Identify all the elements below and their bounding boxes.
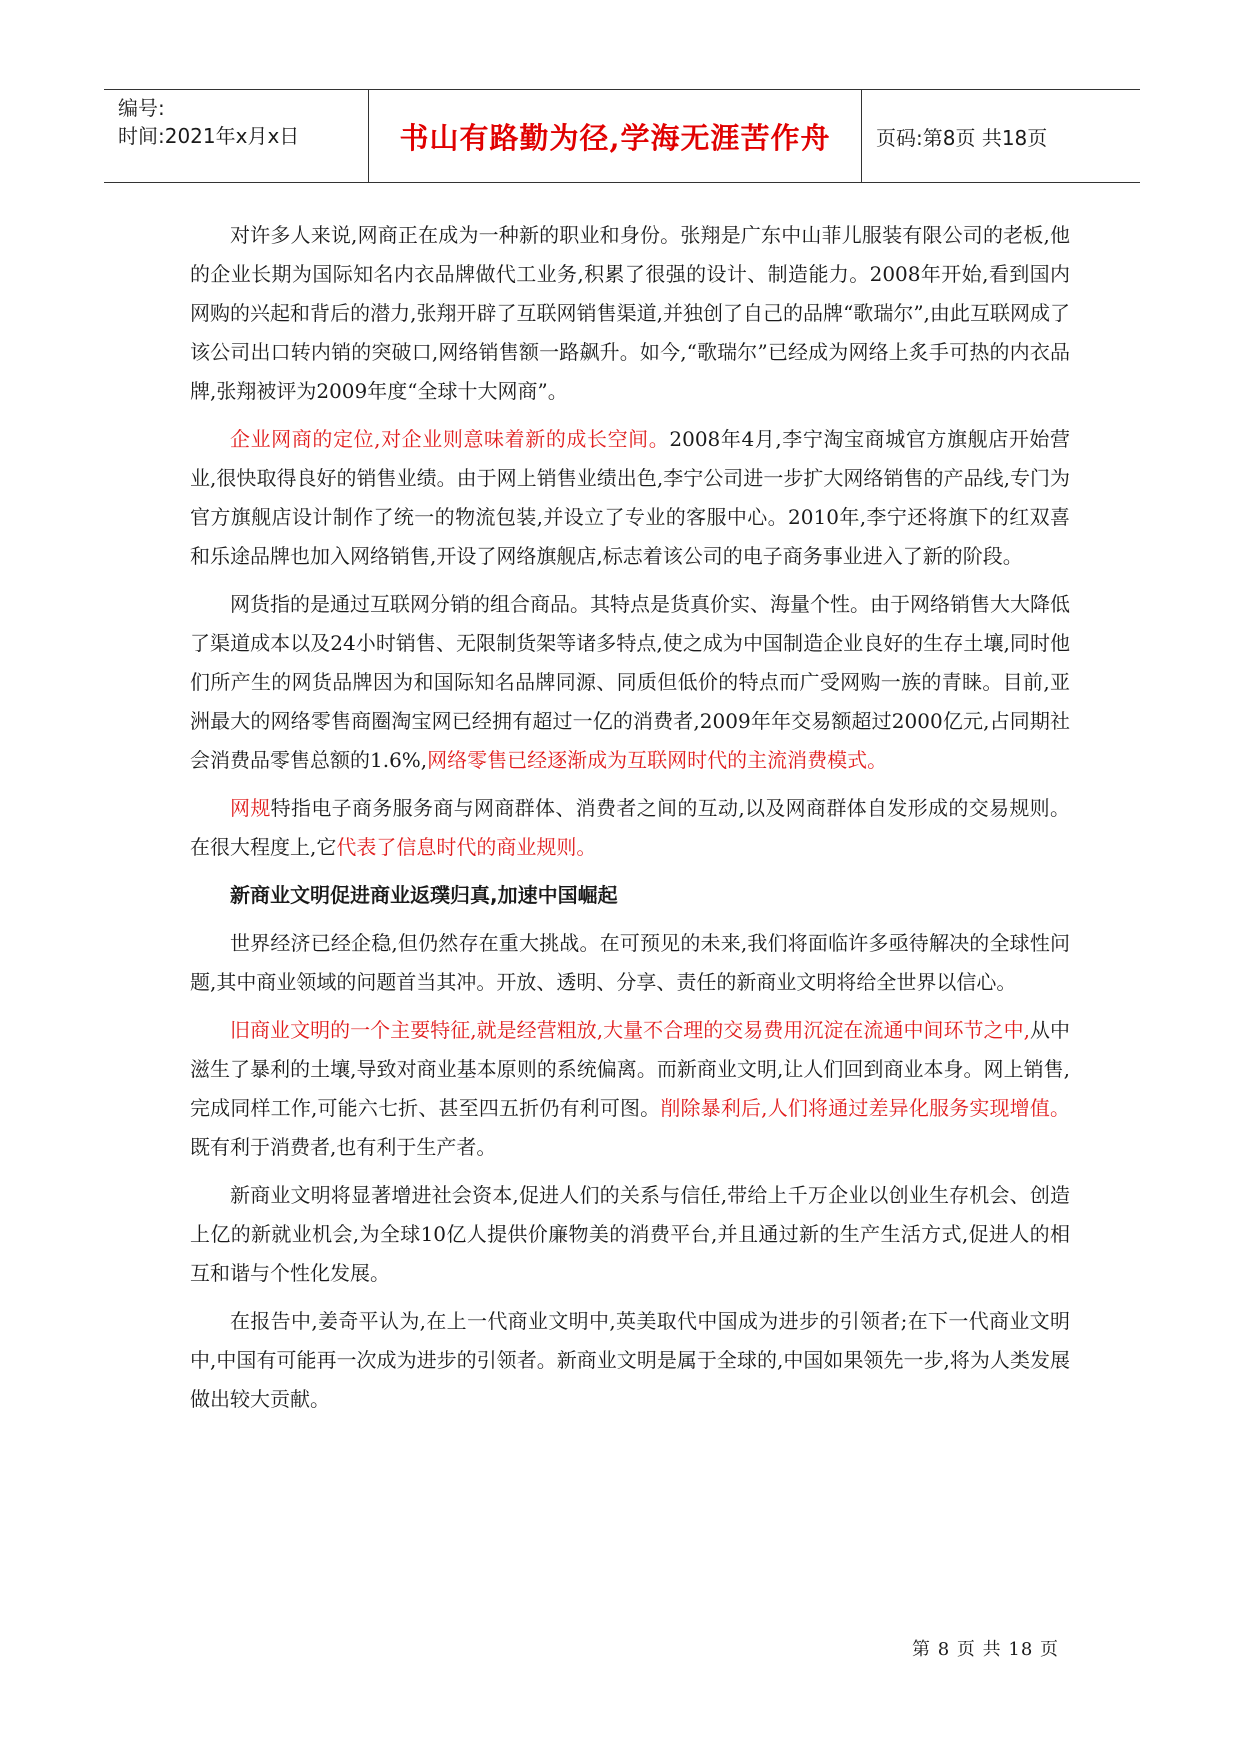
- paragraph-text: 2008年4月,李宁淘宝商城官方旗舰店开始营业,很快取得良好的销售业绩。由于网上销售业绩出色,李宁公司进一步扩大网络销售的产品线,专门为官方旗舰店设计制作了统一的物流包装,并设立了专业的客服中心。2010年,李宁还将旗下的红双喜和乐途品牌也加入网络销售,开设了网络旗舰店,标志着该公司的电子商务事业进入了新的阶段。: [190, 427, 1071, 568]
- body-paragraph: [190, 1176, 1070, 1293]
- highlighted-text: 企业网商的定位,对企业则意味着新的成长空间。: [230, 427, 670, 451]
- highlighted-text: 网规: [230, 796, 271, 820]
- body-paragraph: [190, 585, 1070, 780]
- paragraph-text: 网货指的是通过互联网分销的组合商品。其特点是货真价实、海量个性。由于网络销售大大降低了渠道成本以及24小时销售、无限制货架等诸多特点,使之成为中国制造企业良好的生存土壤,同时他们所产生的网货品牌因为和国际知名品牌同源、同质但低价的特点而广受网购一族的青睐。目前,亚洲最大的网络零售商圈淘宝网已经拥有超过一亿的消费者,2009年年交易额超过2000亿元,占同期社会消费品零售总额的1.6%,: [190, 592, 1070, 772]
- header-motto: 书山有路勤为径,学海无涯苦作舟: [399, 120, 831, 155]
- paragraph-text: 在报告中,姜奇平认为,在上一代商业文明中,英美取代中国成为进步的引领者;在下一代商业文明中,中国有可能再一次成为进步的引领者。新商业文明是属于全球的,中国如果领先一步,将为人类发展做出较大贡献。: [190, 1309, 1070, 1411]
- document-number-label: 编号:: [118, 96, 165, 120]
- highlighted-text: 旧商业文明的一个主要特征,就是经营粗放,大量不合理的交易费用沉淀在流通中间环节之中,: [230, 1018, 1030, 1042]
- body-paragraph: [190, 1302, 1070, 1419]
- highlighted-text: 代表了信息时代的商业规则。: [336, 835, 597, 859]
- paragraph-text: 世界经济已经企稳,但仍然存在重大挑战。在可预见的未来,我们将面临许多亟待解决的全球性问题,其中商业领域的问题首当其冲。开放、透明、分享、责任的新商业文明将给全世界以信心。: [190, 931, 1070, 994]
- body-paragraph: [190, 924, 1070, 1002]
- body-paragraph: [190, 789, 1070, 867]
- highlighted-text: 削除暴利后,人们将通过差异化服务实现增值。: [660, 1096, 1071, 1120]
- body-paragraph: [190, 1011, 1070, 1167]
- highlighted-text: 网络零售已经逐渐成为互联网时代的主流消费模式。: [427, 748, 888, 772]
- document-body: [190, 216, 1070, 1428]
- body-paragraph: [190, 420, 1070, 576]
- header-meta-cell: [104, 90, 369, 182]
- paragraph-text: 对许多人来说,网商正在成为一种新的职业和身份。张翔是广东中山菲儿服装有限公司的老板,他的企业长期为国际知名内衣品牌做代工业务,积累了很强的设计、制造能力。2008年开始,看到国内网购的兴起和背后的潜力,张翔开辟了互联网销售渠道,并独创了自己的品牌“歌瑞尔”,由此互联网成了该公司出口转内销的突破口,网络销售额一路飙升。如今,“歌瑞尔”已经成为网络上炙手可热的内衣品牌,张翔被评为2009年度“全球十大网商”。: [190, 223, 1070, 403]
- section-heading: 新商业文明促进商业返璞归真,加速中国崛起: [230, 883, 618, 907]
- page-footer: 第 8 页 共 18 页: [912, 1639, 1059, 1660]
- header-motto-cell: [369, 90, 862, 182]
- document-time-label: 时间:2021年x月x日: [118, 124, 300, 148]
- paragraph-text: 从中滋生了暴利的土壤,导致对商业基本原则的系统偏离。而新商业文明,让人们回到商业本身。网上销售,完成同样工作,可能六七折、甚至四五折仍有利可图。: [190, 1018, 1070, 1120]
- paragraph-text: 特指电子商务服务商与网商群体、消费者之间的互动,以及网商群体自发形成的交易规则。在很大程度上,它: [190, 796, 1071, 859]
- header-table: [104, 89, 1140, 183]
- header-page-cell: [862, 90, 1140, 182]
- header-page-code: 页码:第8页 共18页: [876, 125, 1048, 150]
- body-paragraph: [190, 216, 1070, 411]
- body-paragraph: [190, 876, 1070, 915]
- paragraph-text: 新商业文明将显著增进社会资本,促进人们的关系与信任,带给上千万企业以创业生存机会、创造上亿的新就业机会,为全球10亿人提供价廉物美的消费平台,并且通过新的生产生活方式,促进人的相互和谐与个性化发展。: [190, 1183, 1070, 1285]
- paragraph-text: 既有利于消费者,也有利于生产者。: [190, 1135, 497, 1159]
